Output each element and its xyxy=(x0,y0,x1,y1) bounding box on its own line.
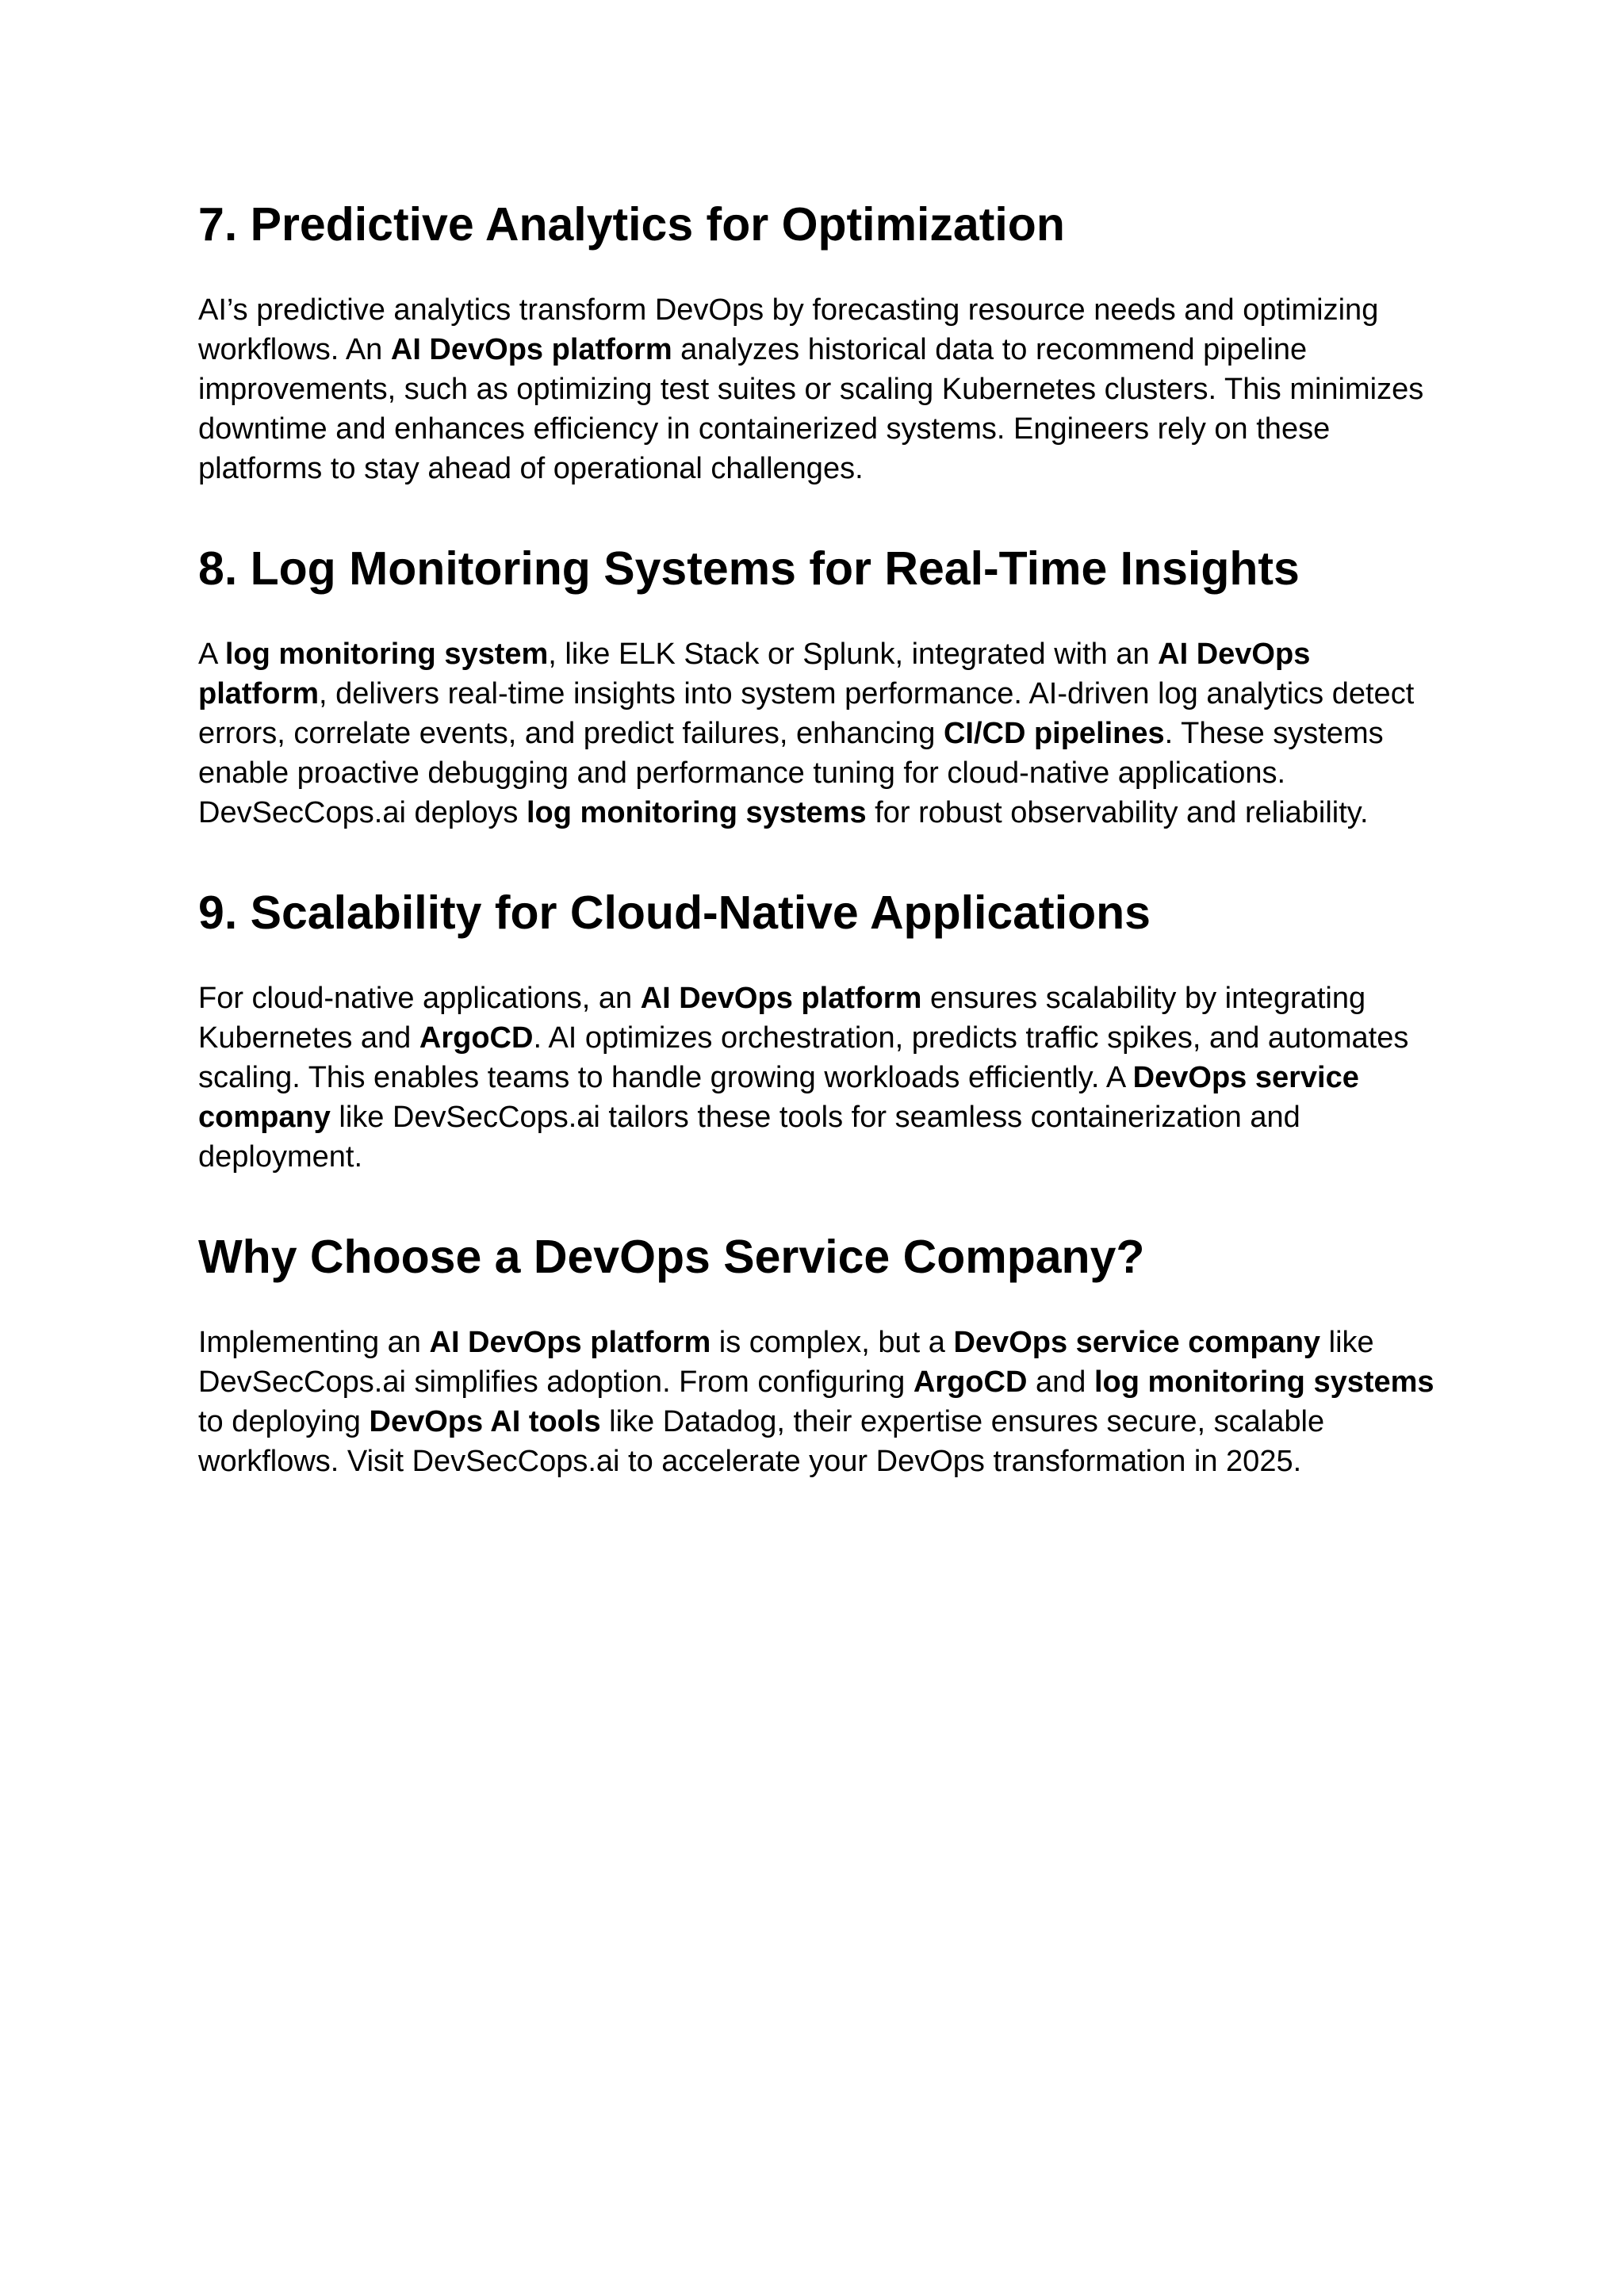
paragraph-line xyxy=(198,753,1414,793)
bold-text: ArgoCD xyxy=(419,1021,534,1055)
paragraph-line xyxy=(198,1058,1408,1097)
body-text: A xyxy=(198,638,225,671)
bold-text: DevOps service company xyxy=(953,1326,1321,1359)
body-text: downtime and enhances efficiency in containerized systems. Engineers rely on these xyxy=(198,412,1331,446)
body-text: for robust observability and reliability. xyxy=(866,796,1369,829)
body-text: Implementing an xyxy=(198,1326,430,1359)
bold-text: log monitoring systems xyxy=(527,796,867,829)
body-text: , delivers real-time insights into system performance. AI-driven log analytics detect xyxy=(319,677,1415,710)
bold-text: AI DevOps platform xyxy=(390,333,672,366)
body-text: to deploying xyxy=(198,1405,370,1438)
bold-text: AI DevOps platform xyxy=(640,982,922,1015)
paragraph-line xyxy=(198,330,1423,370)
paragraph-line xyxy=(198,1442,1434,1481)
section-heading: 9. Scalability for Cloud-Native Applications xyxy=(198,887,1151,939)
paragraph-line xyxy=(198,409,1423,449)
body-text: ensures scalability by integrating xyxy=(921,982,1366,1015)
body-text: like xyxy=(1320,1326,1374,1359)
body-text: like DevSecCops.ai tailors these tools for seamless containerization and xyxy=(330,1101,1300,1134)
bold-text: log monitoring system xyxy=(224,638,549,671)
section-paragraph xyxy=(198,634,1414,833)
body-text: Kubernetes and xyxy=(198,1021,419,1055)
body-text: platforms to stay ahead of operational challenges. xyxy=(198,452,864,485)
section-heading: 7. Predictive Analytics for Optimization xyxy=(198,198,1065,251)
body-text: analyzes historical data to recommend pipeline xyxy=(672,333,1308,366)
bold-text: DevOps service xyxy=(1132,1061,1359,1094)
bold-text: log monitoring systems xyxy=(1094,1365,1434,1399)
paragraph-line xyxy=(198,1137,1408,1177)
body-text: is complex, but a xyxy=(710,1326,954,1359)
section-log-monitoring xyxy=(198,541,1467,596)
section-predictive-analytics xyxy=(198,197,1467,252)
bold-text: ArgoCD xyxy=(913,1365,1028,1399)
body-text: workflows. Visit DevSecCops.ai to accelerate your DevOps transformation in 2025. xyxy=(198,1445,1302,1478)
paragraph-line xyxy=(198,1402,1434,1442)
section-paragraph xyxy=(198,290,1423,488)
bold-text: platform xyxy=(198,677,319,710)
body-text: AI’s predictive analytics transform DevOps by forecasting resource needs and optimizing xyxy=(198,293,1379,327)
bold-text: DevOps AI tools xyxy=(369,1405,601,1438)
paragraph-line xyxy=(198,1097,1408,1137)
bold-text: AI DevOps xyxy=(1158,638,1311,671)
section-paragraph xyxy=(198,1323,1434,1481)
paragraph-line xyxy=(198,793,1414,833)
section-heading: 8. Log Monitoring Systems for Real-Time Insights xyxy=(198,542,1300,595)
body-text: DevSecCops.ai deploys xyxy=(198,796,527,829)
paragraph-line xyxy=(198,714,1414,753)
body-text: , like ELK Stack or Splunk, integrated with an xyxy=(548,638,1159,671)
section-scalability xyxy=(198,885,1467,940)
paragraph-line xyxy=(198,1362,1434,1402)
section-paragraph xyxy=(198,978,1408,1177)
body-text: errors, correlate events, and predict failures, enhancing xyxy=(198,717,944,750)
body-text: For cloud-native applications, an xyxy=(198,982,641,1015)
paragraph-line xyxy=(198,978,1408,1018)
body-text: . These systems xyxy=(1164,717,1384,750)
body-text: . AI optimizes orchestration, predicts traffic spikes, and automates xyxy=(533,1021,1409,1055)
paragraph-line xyxy=(198,634,1414,674)
body-text: DevSecCops.ai simplifies adoption. From configuring xyxy=(198,1365,914,1399)
body-text: scaling. This enables teams to handle growing workloads efficiently. A xyxy=(198,1061,1133,1094)
body-text: like Datadog, their expertise ensures secure, scalable xyxy=(600,1405,1325,1438)
section-heading: Why Choose a DevOps Service Company? xyxy=(198,1231,1145,1283)
bold-text: AI DevOps platform xyxy=(429,1326,711,1359)
body-text: workflows. An xyxy=(198,333,391,366)
paragraph-line xyxy=(198,370,1423,409)
paragraph-line xyxy=(198,1018,1408,1058)
paragraph-line xyxy=(198,1323,1434,1362)
bold-text: company xyxy=(198,1101,331,1134)
paragraph-line xyxy=(198,290,1423,330)
paragraph-line xyxy=(198,449,1423,488)
bold-text: CI/CD pipelines xyxy=(943,717,1165,750)
body-text: enable proactive debugging and performance tuning for cloud-native applications. xyxy=(198,756,1286,790)
body-text: and xyxy=(1027,1365,1094,1399)
section-why-choose xyxy=(198,1229,1467,1285)
body-text: improvements, such as optimizing test suites or scaling Kubernetes clusters. This minimizes xyxy=(198,373,1424,406)
body-text: deployment. xyxy=(198,1140,363,1174)
paragraph-line xyxy=(198,674,1414,714)
